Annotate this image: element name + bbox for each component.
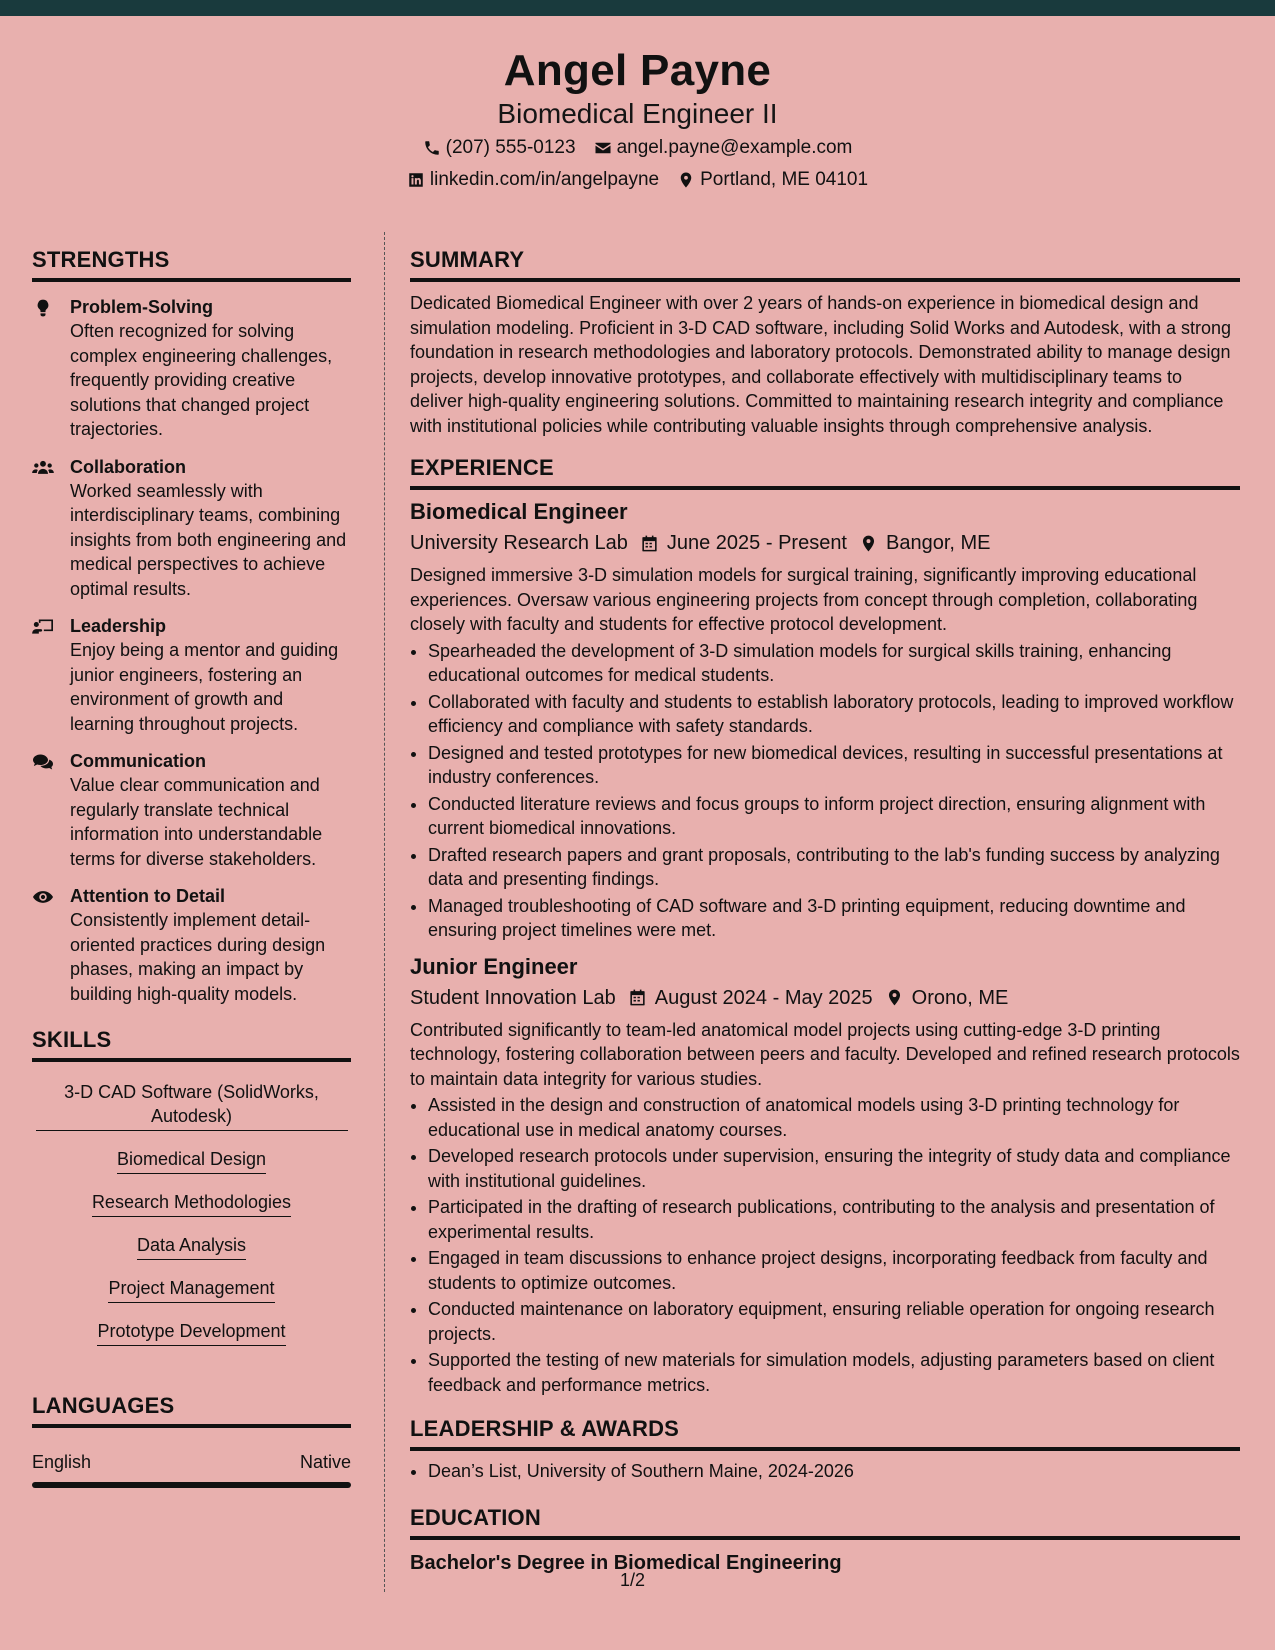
job-org: Student Innovation Lab (410, 986, 616, 1009)
phone-text: (207) 555-0123 (445, 137, 576, 158)
bullet-item: • Supported the testing of new materials for simulation models, adjusting parameters based on client feedback and performance metrics. (428, 1348, 1240, 1397)
experience-heading: EXPERIENCE (410, 454, 1240, 490)
summary-text: Dedicated Biomedical Engineer with over 2 years of hands-on experience in biomedical design and simulation modeling. Proficient in 3-D CAD software, including Solid Works and Autodesk, with a strong foundation in research methodologies and laboratory protocols. Demonstrated ability to manage design projects, develop innovative prototypes, and collaborate effectively with multidisciplinary teams to deliver high-quality engineering solutions. Committed to maintaining research integrity and compliance with institutional policies while contributing valuable insights through comprehensive analysis. (410, 293, 1232, 436)
left-column (32, 246, 351, 1488)
strength-item (32, 455, 351, 602)
top-accent-bar (0, 0, 1275, 16)
location-text: Portland, ME 04101 (700, 169, 869, 190)
bullet-item: • Conducted literature reviews and focus groups to inform project direction, ensuring alignment with current biomedical innovations. (428, 792, 1240, 841)
strength-desc: Worked seamlessly with interdisciplinary teams, combining insights from both engineering and medical perspectives to achieve optimal results. (70, 480, 347, 599)
skill-item: 3-D CAD Software (SolidWorks, Autodesk) (36, 1080, 348, 1131)
strength-desc: Value clear communication and regularly translate technical information into understandable terms for diverse stakeholders. (70, 775, 323, 869)
job-dates: August 2024 - May 2025 (654, 986, 873, 1009)
bullet-item: • Participated in the drafting of research publications, contributing to the analysis and presentation of experimental results. (428, 1195, 1240, 1244)
candidate-name: Angel Payne (503, 46, 772, 95)
job-bullets (428, 639, 1240, 943)
language-name: English (32, 1452, 92, 1472)
education-heading: EDUCATION (410, 1504, 1240, 1540)
linkedin-text: linkedin.com/in/angelpayne (429, 169, 660, 190)
job-meta (410, 529, 1240, 557)
email-contact[interactable] (594, 135, 853, 161)
skill-item: Data Analysis (137, 1233, 246, 1260)
strength-item (32, 749, 351, 871)
bullet-item: • Drafted research papers and grant proposals, contributing to the lab's funding success by analyzing data and presenting findings. (428, 843, 1240, 892)
strength-item (32, 614, 351, 736)
skill-item: Biomedical Design (117, 1147, 266, 1174)
strength-item (32, 295, 351, 442)
bullet-item: • Designed and tested prototypes for new biomedical devices, resulting in successful presentations at industry conferences. (428, 741, 1240, 790)
skill-item: Research Methodologies (92, 1190, 291, 1217)
map-marker-icon (677, 171, 695, 189)
summary-heading: SUMMARY (410, 246, 1240, 282)
strength-name: Communication (70, 751, 207, 771)
strength-name: Attention to Detail (70, 886, 225, 906)
job-dates: June 2025 - Present (666, 532, 847, 554)
calendar-icon (628, 988, 647, 1007)
language-level: Native (299, 1452, 351, 1472)
bullet-item: • Spearheaded the development of 3-D simulation models for surgical skills training, enhancing educational outcomes for medical students. (428, 639, 1240, 688)
map-marker-icon (885, 988, 904, 1007)
strength-name: Collaboration (70, 456, 186, 477)
strength-name: Problem-Solving (70, 297, 214, 317)
bullet-item: • Developed research protocols under supervision, ensuring the integrity of study data and compliance with institutional guidelines. (428, 1144, 1240, 1193)
job-title: Biomedical Engineer (410, 499, 628, 524)
job-location: Bangor, ME (886, 532, 991, 554)
eye-icon (32, 887, 54, 907)
strengths-heading: STRENGTHS (32, 246, 351, 282)
bullet-item: • Conducted maintenance on laboratory equipment, ensuring reliable operation for ongoing research projects. (428, 1297, 1240, 1346)
phone-icon (423, 139, 441, 157)
skills-heading: SKILLS (32, 1026, 351, 1062)
bullet-item: • Managed troubleshooting of CAD software and 3-D printing equipment, reducing downtime and ensuring project timelines were met. (428, 894, 1240, 943)
column-divider (384, 232, 385, 1592)
job-location: Orono, ME (911, 986, 1009, 1009)
linkedin-icon (407, 171, 425, 189)
strength-desc: Enjoy being a mentor and guiding junior engineers, fostering an environment of growth and learning throughout projects. (70, 640, 339, 734)
language-proficiency-bar (32, 1482, 351, 1488)
email-text: angel.payne@example.com (616, 137, 853, 158)
location-contact (677, 167, 868, 193)
strength-desc: Consistently implement detail-oriented practices during design phases, making an impact by building high-quality models. (70, 910, 326, 1004)
users-icon (32, 458, 54, 478)
envelope-icon (594, 139, 612, 157)
job-description: Contributed significantly to team-led anatomical model projects using cutting-edge 3-D printing technology, fostering collaboration between peers and faculty. Developed and refined research protocols to maintain data integrity for various studies. (410, 1019, 1240, 1089)
job-description: Designed immersive 3-D simulation models for surgical training, significantly improving educational experiences. Oversaw various engineering projects from concept through completion, collaborating closely with faculty and students for effective protocol development. (410, 565, 1198, 634)
contact-row-2 (0, 167, 1275, 193)
linkedin-contact[interactable] (407, 167, 659, 193)
calendar-icon (640, 534, 659, 553)
bullet-item: • Assisted in the design and construction of anatomical models using 3-D printing technology for educational use in medical anatomy courses. (428, 1093, 1240, 1142)
bullet-item: • Collaborated with faculty and students to establish laboratory protocols, leading to improved workflow efficiency and compliance with safety standards. (428, 690, 1240, 739)
awards-list (428, 1459, 1240, 1484)
skill-item: Prototype Development (97, 1319, 285, 1346)
bullet-item: • Engaged in team discussions to enhance project designs, incorporating feedback from faculty and students to optimize outcomes. (428, 1246, 1240, 1295)
lightbulb-icon (32, 298, 54, 318)
page-number: 1/2 (620, 1570, 646, 1590)
job-bullets (428, 1093, 1240, 1397)
award-item: • Dean’s List, University of Southern Maine, 2024-2026 (428, 1459, 1240, 1484)
candidate-title: Biomedical Engineer II (497, 98, 778, 129)
strength-name: Leadership (70, 616, 167, 636)
skill-item: Project Management (108, 1276, 274, 1303)
awards-heading: LEADERSHIP & AWARDS (410, 1415, 1240, 1451)
job-title: Junior Engineer (410, 953, 578, 979)
education-degree: Bachelor's Degree in Biomedical Engineering (410, 1551, 842, 1574)
job-org: University Research Lab (410, 532, 628, 554)
language-item (32, 1450, 351, 1474)
map-marker-icon (859, 534, 878, 553)
contact-row-1 (0, 135, 1275, 161)
chalkboard-teacher-icon (32, 617, 54, 637)
skills-list (32, 1068, 351, 1346)
phone-contact[interactable] (423, 135, 576, 161)
strength-item (32, 884, 351, 1006)
languages-heading: LANGUAGES (32, 1392, 351, 1428)
right-column (410, 246, 1240, 1576)
strength-desc: Often recognized for solving complex engineering challenges, frequently providing creative solutions that changed project trajectories. (70, 321, 333, 439)
comments-icon (32, 752, 54, 772)
resume-header (0, 16, 1275, 204)
page-bottom-margin (0, 1592, 1275, 1650)
job-meta (410, 984, 1240, 1012)
